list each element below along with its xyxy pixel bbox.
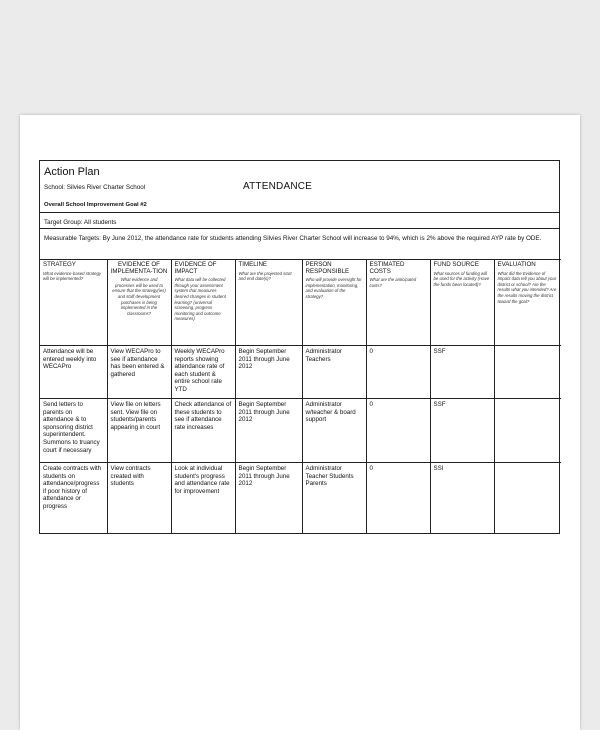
attendance-heading: ATTENDANCE [243,181,313,192]
column-header: STRATEGY What evidence-based strategy will be implemented? [40,260,107,346]
table-cell: 0 [366,399,430,463]
table-cell [494,346,561,399]
table-row [40,399,561,463]
table-cell: Begin September 2011 through June 2012 [235,399,302,463]
table-cell: Look at individual student's progress and attendance rate for improvement [171,463,235,533]
table-cell: Administrator Teacher Students Parents [302,463,366,533]
table-cell: SSF [430,346,494,399]
table-cell: Begin September 2011 through June 2012 [235,463,302,533]
document-page [20,115,580,730]
table-cell: Attendance will be entered weekly into WECAPro [40,346,107,399]
school-name: School: Silvies River Charter School [44,184,146,191]
column-header: TIMELINE What are the projected start and end date(s)? [235,260,302,346]
table-cell: Send letters to parents on attendance & to sponsoring district superintendent. Summons to truancy court if necessary [40,399,107,463]
action-plan-form [39,160,560,534]
table-cell: Begin September 2011 through June 2012 [235,346,302,399]
target-group: Target Group: All students [44,219,117,226]
column-header: EVIDENCE OF IMPACT What data will be collected through your assessment system that measures desired changes in student learning? (universal screening, progress monitoring and outcome measures) [171,260,235,346]
table-cell [494,399,561,463]
table-header-row [40,260,561,346]
column-header: FUND SOURCE What sources of funding will be used for the activity (Have the funds been located)? [430,260,494,346]
table-cell: Create contracts with students on attendance/progress if poor history of attendance or progress [40,463,107,533]
column-header: EVALUATION What did the Evidence of Impact data tell you about your district or school? Are the results what you intended? Are the results moving the district toward the goal? [494,260,561,346]
table-cell [494,463,561,533]
table-row [40,463,561,533]
table-cell: 0 [366,346,430,399]
divider-line [40,212,559,213]
plan-title: Action Plan [44,166,100,178]
table-cell: SSF [430,399,494,463]
plan-header [40,161,559,259]
table-cell: SSI [430,463,494,533]
table-cell: View WECAPro to see if attendance has been entered & gathered [107,346,171,399]
column-header: ESTIMATED COSTS What are the anticipated costs? [366,260,430,346]
action-plan-table [40,259,561,533]
improvement-goal: Overall School Improvement Goal #2 [44,202,147,208]
table-cell: View file on letters sent. View file on students/parents appearing in court [107,399,171,463]
measurable-targets: Measurable Targets: By June 2012, the attendance rate for students attending Silvies River Charter School will increase to 94%, which is 2% above the required AYP rate by ODE. [44,235,542,242]
table-cell: Administrator w/teacher & board support [302,399,366,463]
table-cell: 0 [366,463,430,533]
table-cell: View contracts created with students [107,463,171,533]
table-cell: Administrator Teachers [302,346,366,399]
divider-line [40,228,559,229]
table-cell: Weekly WECAPro reports showing attendance rate of each student & entire school rate YTD [171,346,235,399]
table-cell: Check attendance of these students to see if attendance rate increases [171,399,235,463]
column-header: PERSON RESPONSIBLE Who will provide oversight for implementation, monitoring, and evaluation of the strategy? [302,260,366,346]
table-row [40,346,561,399]
column-header: EVIDENCE OF IMPLEMENTA-TION What evidence and processes will be used to ensure that the strategy(ies) and staff development purchases is being implemented in the classrooms? [107,260,171,346]
